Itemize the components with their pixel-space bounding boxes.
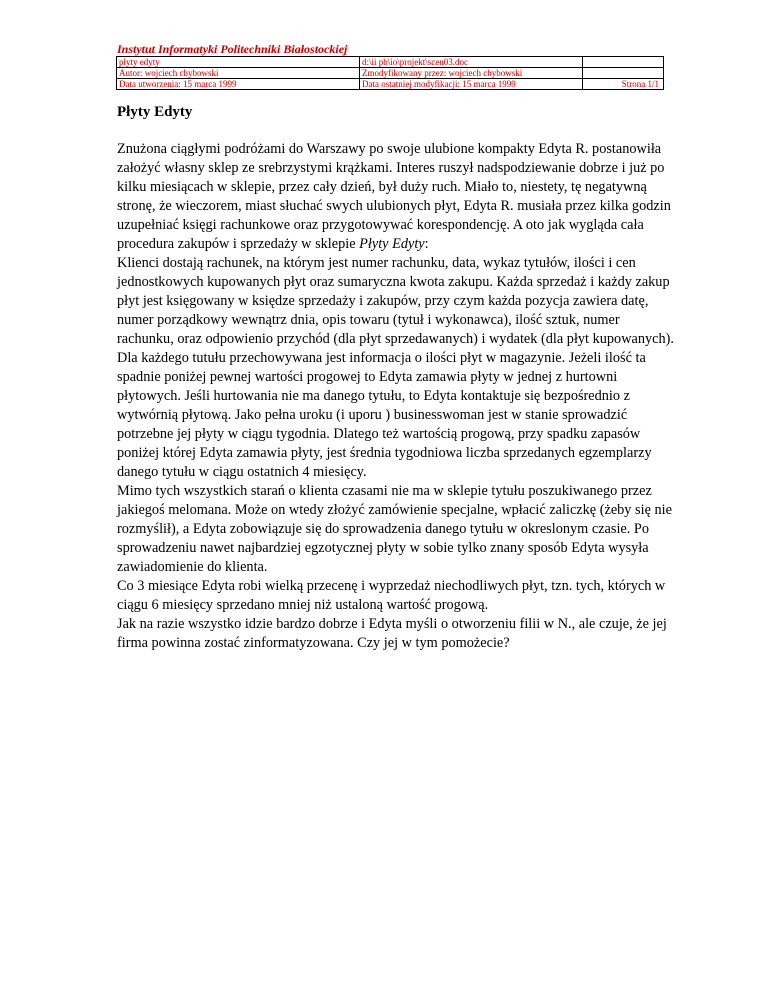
document-body — [117, 140, 717, 653]
body-line: sprowadzeniu nawet najbardziej egzotycznej płyty w sobie tylko znany sposób Edyta wysyła — [117, 540, 649, 556]
body-line-with-italic — [117, 235, 717, 254]
body-line: firma powinna zostać zinformatyzowana. Czy jej w tym pomożecie? — [117, 635, 510, 651]
header-modified-by: Zmodyfikowany przez: wojciech chybowski — [360, 68, 583, 79]
document-header-table — [116, 56, 664, 90]
body-line: rozmyślił), a Edyta zobowiązuje się do sprowadzenia danego tytułu w okreslonym czasie. Po — [117, 521, 650, 537]
body-line: jakiegoś melomana. Może on wtedy złożyć zamówienie specjalne, wpłacić zaliczkę (żeby się nie — [117, 502, 672, 518]
header-subject: płyty edyty — [117, 57, 360, 68]
header-empty-1 — [583, 57, 664, 68]
body-line: potrzebne jej płyty w ciągu tygodnia. Dlatego też wartością progową, przy spadku zapasów — [117, 426, 641, 442]
header-row-3 — [117, 79, 664, 90]
header-row-1 — [117, 57, 664, 68]
body-line: płyt jest księgowany w księdze sprzedaży i zakupów, przy czym każda pozycja zawiera datę, — [117, 293, 649, 309]
body-line-end: : — [424, 236, 429, 252]
body-line: Klienci dostają rachunek, na którym jest numer rachunku, data, wykaz tytułów, ilości i cen — [117, 255, 636, 271]
shop-name-italic: Płyty Edyty — [359, 236, 425, 252]
body-line: stronę, że wieczorem, miast słuchać swych ulubionych płyt, Edyta R. musiała przez kilka godzin — [117, 198, 671, 214]
header-empty-2 — [583, 68, 664, 79]
institute-header: Instytut Informatyki Politechniki Białostockiej — [117, 42, 348, 56]
body-line: danego tytułu w ciągu ostatnich 4 miesięcy. — [117, 464, 367, 480]
body-line-start: procedura zakupów i sprzedaży w sklepie — [117, 236, 360, 252]
body-line: ciągu 6 miesięcy sprzedano mniej niż ustaloną wartość progową. — [117, 597, 489, 613]
body-line: Co 3 miesiące Edyta robi wielką przecenę i wyprzedaż niechodliwych płyt, tzn. tych, których w — [117, 578, 666, 594]
body-line: rachunku, oraz odpowienio przychód (dla płyt sprzedawanych) i wydatek (dla płyt kupowanych). — [117, 331, 674, 347]
body-line: Dla każdego tutułu przechowywana jest informacja o ilości płyt w magazynie. Jeżeli ilość ta — [117, 350, 646, 366]
header-modified-date: Data ostatniej modyfikacji: 15 marca 1999 — [360, 79, 583, 90]
body-line: jednostkowych kupowanych płyt oraz sumaryczna kwota zakupu. Każda sprzedaż i każdy zakup — [117, 274, 670, 290]
body-line: uzupełniać księgi rachunkowe oraz przygotowywać korespondencję. A oto jak wygląda cała — [117, 217, 644, 233]
header-file-path: d:\ii pb\io\projekt\scen03.doc — [360, 57, 583, 68]
document-title: Płyty Edyty — [117, 104, 193, 120]
body-line: zawiadomienie do klienta. — [117, 559, 268, 575]
body-line: założyć własny sklep ze srebrzystymi krążkami. Interes ruszył nadspodziewanie dobrze i już po — [117, 160, 665, 176]
header-row-2 — [117, 68, 664, 79]
header-created-date: Data utworzenia: 15 marca 1999 — [117, 79, 360, 90]
body-line: wytwórnią płytową. Jako pełna uroku (i uporu ) businesswoman jest w stanie sprowadzić — [117, 407, 628, 423]
body-line: numer porządkowy wewnątrz dnia, opis towaru (tytuł i wykonawca), ilość sztuk, numer — [117, 312, 620, 328]
body-line: Znużona ciągłymi podróżami do Warszawy po swoje ulubione kompakty Edyta R. postanowiła — [117, 141, 662, 157]
body-line: Jak na razie wszystko idzie bardzo dobrze i Edyta myśli o otworzeniu filii w N., ale czuje, że jej — [117, 616, 667, 632]
header-author: Autor: wojciech chybowski — [117, 68, 360, 79]
body-line: kilku miesiącach w sklepie, przez cały dzień, był duży ruch. Miało to, niestety, tę negatywną — [117, 179, 647, 195]
body-line: spadnie poniżej pewnej wartości progowej to Edyta zamawia płyty w jednej z hurtowni — [117, 369, 618, 385]
body-line: Mimo tych wszystkich starań o klienta czasami nie ma w sklepie tytułu poszukiwanego przez — [117, 483, 652, 499]
header-page-number: Strona 1/1 — [583, 79, 664, 90]
body-line: płytowych. Jeśli hurtowania nie ma danego tytułu, to Edyta kontaktuje się bezpośrednio z — [117, 388, 630, 404]
body-line: poniżej której Edyta zamawia płyty, jest średnia tygodniowa liczba sprzedanych egzemplarzy — [117, 445, 652, 461]
